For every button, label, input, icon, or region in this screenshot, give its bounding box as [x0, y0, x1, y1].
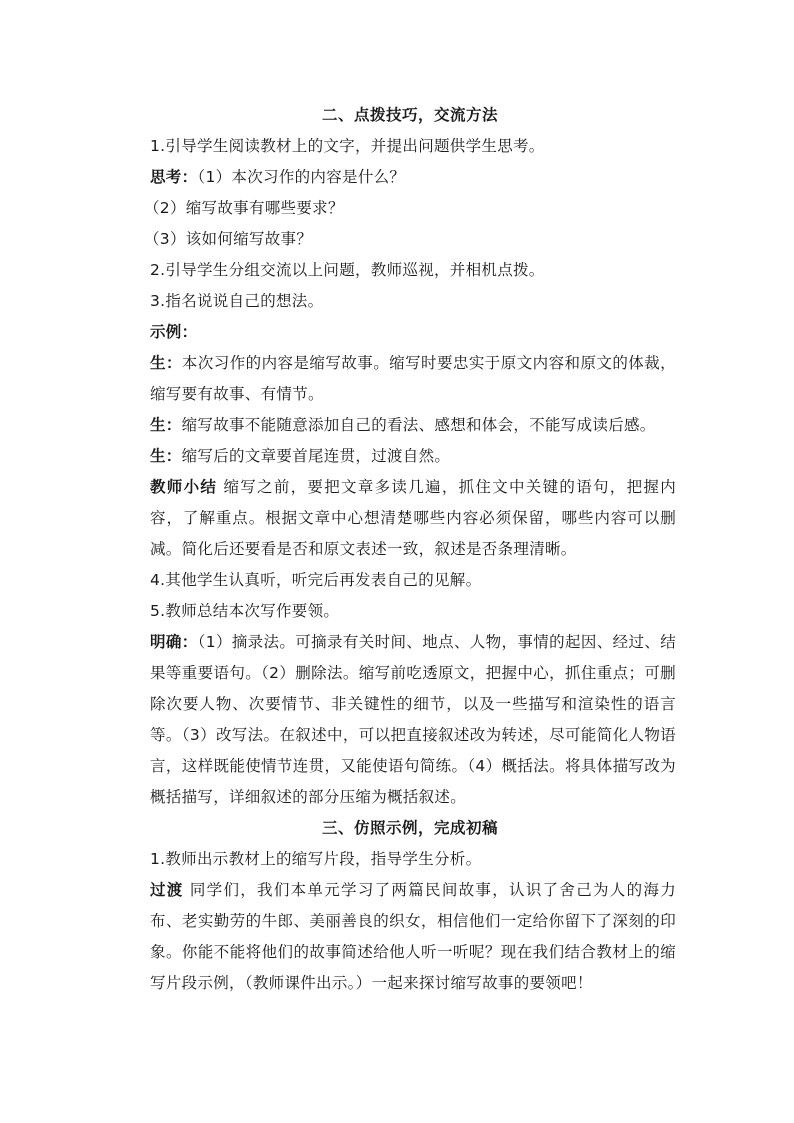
student-label-2: 生： — [150, 416, 182, 434]
document-body — [144, 100, 676, 999]
paragraph-step-1: 1.引导学生阅读教材上的文字，并提出问题供学生思考。 — [150, 137, 545, 155]
think-question-3: （3）该如何缩写故事？ — [144, 230, 313, 248]
student-response-3 — [144, 441, 676, 472]
think-question-1: （1）本次习作的内容是什么？ — [197, 168, 406, 186]
clarify-paragraph — [144, 627, 676, 813]
teacher-summary-text: 缩写之前，要把文章多读几遍，抓住文中关键的语句，把握内容，了解重点。根据文章中心想清楚哪些内容必须保留，哪些内容可以删减。简化后还要看是否和原文表述一致，叙述是否条理清晰。 — [150, 478, 676, 558]
transition-text: 同学们，我们本单元学习了两篇民间故事，认识了舍己为人的海力布、老实勤劳的牛郎、美丽善良的织女，相信他们一定给你留下了深刻的印象。你能不能将他们的故事简述给他人听一听呢？现在我们结合教材上的缩写片段示例，（教师课件出示。）一起来探讨缩写故事的要领吧！ — [150, 881, 677, 992]
example-label: 示例： — [150, 323, 198, 341]
think-question-2: （2）缩写故事有哪些要求？ — [144, 199, 344, 217]
paragraph-step-2: 2.引导学生分组交流以上问题，教师巡视，并相机点拨。 — [150, 261, 545, 279]
section-heading-3: 三、仿照示例，完成初稿 — [321, 819, 498, 837]
section-heading-2: 二、点拨技巧，交流方法 — [321, 106, 498, 124]
paragraph-step-3: 3.指名说说自己的想法。 — [150, 292, 324, 310]
paragraph-step-5: 5.教师总结本次写作要领。 — [150, 602, 340, 620]
transition-label: 过渡 — [150, 881, 184, 899]
student-label-3: 生： — [150, 447, 182, 465]
think-label: 思考： — [150, 168, 198, 186]
paragraph-step-4: 4.其他学生认真听，听完后再发表自己的见解。 — [150, 571, 482, 589]
teacher-summary — [144, 472, 676, 565]
student-label-1: 生： — [150, 354, 182, 372]
student-response-2 — [144, 410, 676, 441]
student-text-3: 缩写后的文章要首尾连贯，过渡自然。 — [181, 447, 451, 465]
student-response-1 — [144, 348, 676, 410]
transition-paragraph — [144, 875, 676, 999]
teacher-summary-label: 教师小结 — [150, 478, 218, 496]
student-text-1: 本次习作的内容是缩写故事。缩写时要忠实于原文内容和原文的体裁，缩写要有故事、有情节。 — [150, 354, 676, 403]
student-text-2: 缩写故事不能随意添加自己的看法、感想和体会，不能写成读后感。 — [181, 416, 656, 434]
paragraph-section3-step-1: 1.教师出示教材上的缩写片段，指导学生分析。 — [150, 850, 482, 868]
clarify-text: （1）摘录法。可摘录有关时间、地点、人物，事情的起因、经过、结果等重要语句。（2）删除法。缩写前吃透原文，把握中心，抓住重点；可删除次要人物、次要情节、非关键性的细节，以及一些描写和渲染性的语言等。（3）改写法。在叙述中，可以把直接叙述改为转述，尽可能简化人物语言，这样既能使情节连贯，又能使语句简练。（4）概括法。将具体描写改为概括描写，详细叙述的部分压缩为概括叙述。 — [150, 633, 676, 806]
think-paragraph — [144, 162, 676, 193]
clarify-label: 明确： — [150, 633, 198, 651]
